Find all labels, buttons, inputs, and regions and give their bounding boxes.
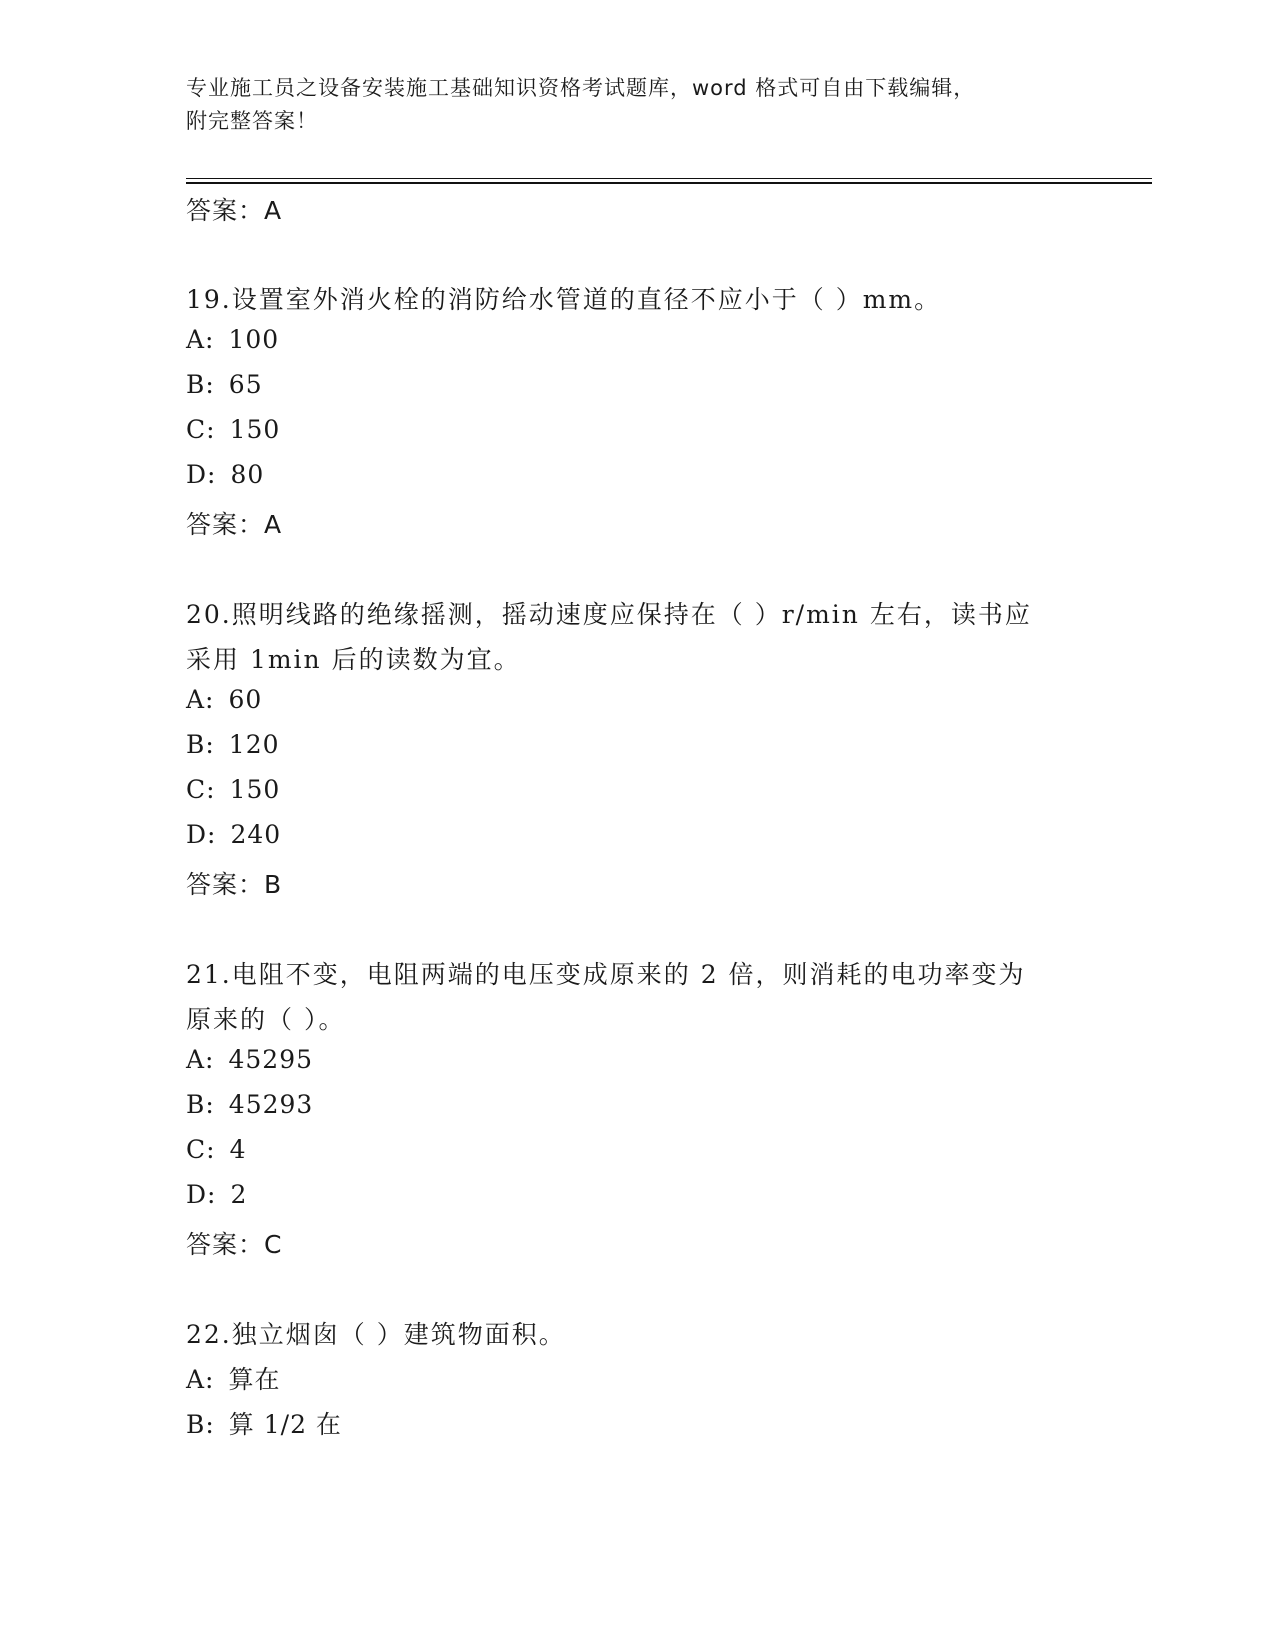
question-20-text-line-2: 采用 1min 后的读数为宜。: [186, 645, 521, 674]
question-21-text-line-2: 原来的（ ）。: [186, 1005, 346, 1034]
option-value: 4: [229, 1135, 247, 1164]
option-value: 45293: [228, 1090, 314, 1119]
question-20-option-a: [186, 685, 262, 714]
option-key: A:: [186, 325, 215, 354]
option-value: 60: [228, 685, 263, 714]
question-20-text-line-1: 20.照明线路的绝缘摇测，摇动速度应保持在（ ）r/min 左右，读书应: [186, 600, 1032, 629]
option-key: C:: [186, 415, 216, 444]
option-key: B:: [186, 730, 215, 759]
question-22-option-a: [186, 1360, 281, 1396]
option-value: 150: [229, 415, 281, 444]
option-value: 45295: [228, 1045, 314, 1074]
header-divider-thin: [186, 178, 1152, 179]
option-value: 80: [230, 460, 265, 489]
option-value: 2: [230, 1180, 248, 1209]
question-21-answer: 答案：C: [186, 1230, 283, 1259]
question-22-text: 22.独立烟囱（ ）建筑物面积。: [186, 1320, 566, 1349]
option-key: B:: [186, 370, 215, 399]
option-key: A:: [186, 685, 215, 714]
question-19-option-d: [186, 460, 264, 489]
option-key: B:: [186, 1410, 215, 1439]
option-value: 65: [228, 370, 263, 399]
option-key: B:: [186, 1090, 215, 1119]
question-20-option-b: [186, 730, 280, 759]
header-divider-thick: [186, 182, 1152, 184]
question-19-option-c: [186, 415, 280, 444]
option-value: 100: [228, 325, 280, 354]
option-value: 150: [229, 775, 281, 804]
previous-answer: 答案：A: [186, 196, 283, 225]
option-key: D:: [186, 1180, 217, 1209]
option-value: 算在: [228, 1365, 281, 1394]
question-19-option-b: [186, 370, 263, 399]
question-20-option-d: [186, 820, 281, 849]
question-21-option-d: [186, 1180, 247, 1209]
option-key: A:: [186, 1045, 215, 1074]
option-key: A:: [186, 1365, 215, 1394]
question-21-option-c: [186, 1135, 246, 1164]
document-header: [186, 72, 1086, 138]
question-22-option-b: [186, 1405, 342, 1441]
question-21-option-b: [186, 1090, 313, 1119]
question-20-answer: 答案：B: [186, 870, 283, 899]
question-21-text-line-1: 21.电阻不变，电阻两端的电压变成原来的 2 倍，则消耗的电功率变为: [186, 960, 1026, 989]
question-21-option-a: [186, 1045, 313, 1074]
option-value: 120: [228, 730, 280, 759]
header-line-2: 附完整答案！: [186, 109, 318, 133]
question-19-answer: 答案：A: [186, 510, 283, 539]
option-key: C:: [186, 1135, 216, 1164]
option-key: D:: [186, 820, 217, 849]
header-line-1: 专业施工员之设备安装施工基础知识资格考试题库，word 格式可自由下载编辑，: [186, 76, 976, 100]
question-19-option-a: [186, 325, 279, 354]
question-19-text: 19.设置室外消火栓的消防给水管道的直径不应小于（ ）mm。: [186, 285, 942, 314]
option-value: 算 1/2 在: [228, 1410, 342, 1439]
question-20-option-c: [186, 775, 280, 804]
option-key: D:: [186, 460, 217, 489]
option-value: 240: [230, 820, 282, 849]
option-key: C:: [186, 775, 216, 804]
